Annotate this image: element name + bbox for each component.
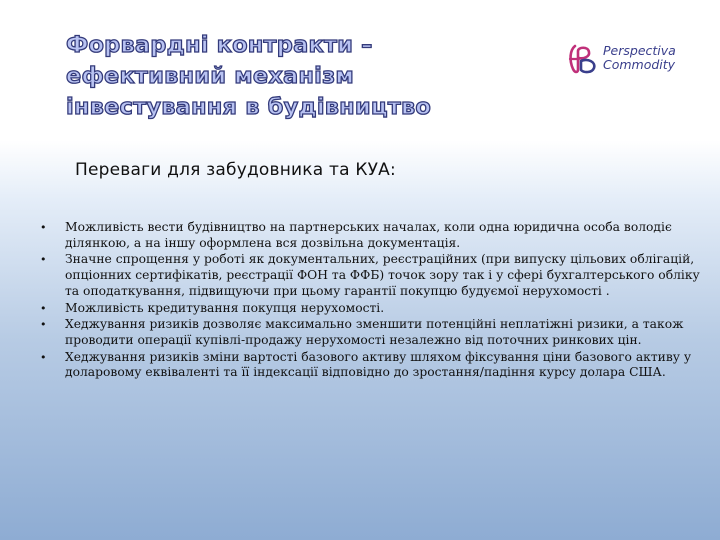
bullet-dot-icon: • bbox=[40, 221, 47, 234]
bullet-dot-icon: • bbox=[40, 318, 47, 332]
logo-mark-icon bbox=[566, 42, 600, 76]
slide-title bbox=[66, 30, 466, 123]
subtitle: Переваги для забудовника та КУА: bbox=[75, 160, 396, 180]
list-item-text: Значне спрощення у роботі як документальних, реєстраційних (при випуску цільових облігацій, опціонних сертифікатів, реєстрації ФОН та ФФБ) точок зору так і у сфері бухгалтерського обліку та оподаткування, підвищуючи при цьому гарантії покупцю будуємої нерухомості . bbox=[65, 252, 700, 298]
list-item bbox=[40, 317, 700, 348]
list-item bbox=[40, 220, 700, 251]
list-item-text: Хеджування ризиків зміни вартості базового активу шляхом фіксування ціни базового активу у доларовому еквіваленті та її індексації відповідно до зростання/падіння курсу долара США. bbox=[65, 349, 692, 380]
list-item bbox=[40, 252, 700, 299]
title-line-2: ефективний механізм bbox=[66, 63, 354, 89]
list-item-text: Хеджування ризиків дозволяє максимально зменшити потенційні неплатіжні ризики, а також проводити операції купівлі-продажу нерухомості незалежно від поточних ринкових цін. bbox=[65, 317, 684, 347]
title-line-1: Форвардні контракти – bbox=[66, 32, 373, 58]
logo-text bbox=[603, 44, 676, 71]
bullet-dot-icon: • bbox=[40, 301, 47, 315]
bullet-list bbox=[40, 220, 700, 382]
list-item bbox=[40, 301, 700, 317]
list-item-text: Можливість кредитування покупця нерухомості. bbox=[65, 300, 385, 315]
perspectiva-commodity-logo bbox=[566, 42, 706, 76]
list-item-text: Можливість вести будівництво на партнерських началах, коли одна юридична особа володіє ділянкою, а на іншу оформлена вся дозвільна документація. bbox=[65, 220, 672, 250]
logo-text-line-2: Commodity bbox=[603, 56, 676, 72]
list-item bbox=[40, 350, 700, 381]
title-line-3: інвестування в будівництво bbox=[66, 94, 432, 120]
bullet-dot-icon: • bbox=[40, 350, 47, 364]
logo-text-line-1: Perspectiva bbox=[603, 43, 676, 58]
bullet-dot-icon: • bbox=[40, 253, 47, 267]
